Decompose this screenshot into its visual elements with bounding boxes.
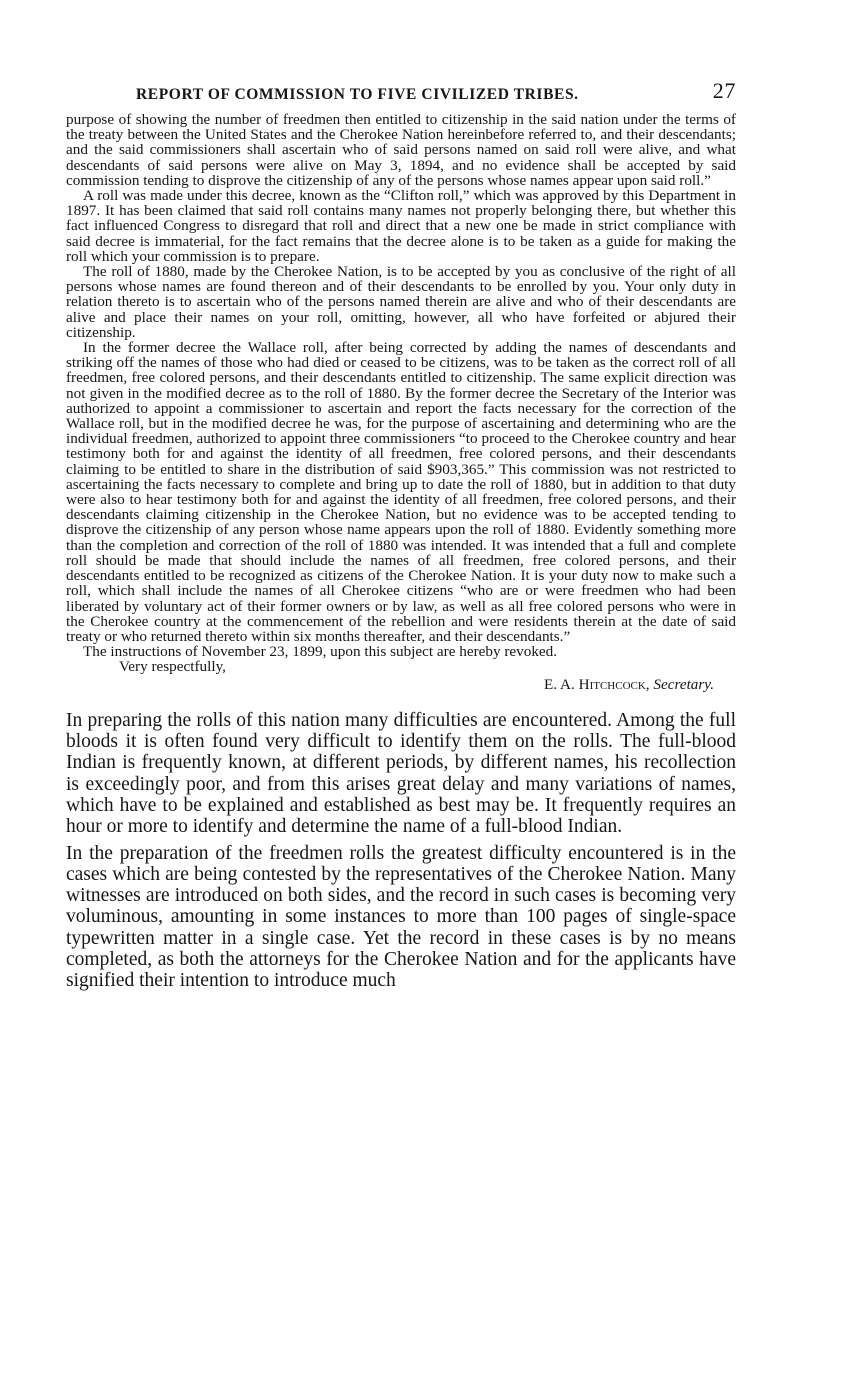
body-paragraph: In the preparation of the freedmen rolls the greatest difficulty encountered is in the cases which are being contested by the representatives of the Cherokee Nation. Many witnesses are introduced on both sides, and the record in such cases is becoming very voluminous, amounting in some instances to more than 100 pages of single-space typewritten matter in a single case. Yet the record in these cases is by no means completed, as both the attorneys for the Cherokee Nation and for the applicants have signified their intention to introduce much <box>66 842 736 992</box>
letter-signature <box>66 677 736 692</box>
letter-paragraph: The instructions of November 23, 1899, upon this subject are hereby revoked. <box>83 643 558 661</box>
letter-paragraph: In the former decree the Wallace roll, after being corrected by adding the names of descendants and striking off the names of those who had died or ceased to be citizens, was to be taken as the correct roll of all freedmen, free colored persons, and their descendants entitled to citizenship. The same explicit direction was not given in the modified decree as to the roll of 1880. By the former decree the Secretary of the Interior was authorized to appoint a commissioner to ascertain and report the facts necessary for the correction of the Wallace roll, but in the modified decree he was, for the purpose of ascertaining and determining who are the individual freedmen, authorized to appoint three commissioners “to proceed to the Cherokee country and hear testimony both for and against the identity of all freedmen, free colored persons, and their descendants claiming to be entitled to share in the distribution of said $903,365.” This commission was not restricted to ascertaining the facts necessary to complete and bring up to date the roll of 1880, but in addition to that duty were also to hear testimony both for and against the identity of all freedmen, free colored persons, and their descendants claiming citizenship in the Cherokee Nation, but no evidence was to be accepted tending to disprove the citizenship of any person whose name appears upon the roll of 1880. Evidently something more than the completion and correction of the roll of 1880 was intended. It was intended that a full and complete roll should be made that should include the names of all freedmen, free colored persons, and their descendants entitled to be recognized as citizens of the Cherokee Nation. It is your duty now to make such a roll, which shall include the names of all Cherokee citizens “who are or were freedmen who had been liberated by voluntary act of their former owners or by law, as well as all free colored persons who were in the Cherokee country at the commencement of the rebellion and were residents therein at the date of said treaty or who returned thereto within six months thereafter, and their descendants.” <box>66 339 736 645</box>
signature-title: Secretary. <box>653 675 714 693</box>
report-body <box>66 710 736 992</box>
body-paragraph: In preparing the rolls of this nation many difficulties are encountered. Among the full bloods it is often found very difficult to identify them on the rolls. The full-blood Indian is frequently known, at different periods, by different names, his recollection is exceedingly poor, and from this arises great delay and many variations of names, which have to be explained and established as best may be. It frequently requires an hour or more to identify and determine the name of a full-blood Indian. <box>66 709 736 838</box>
letter-paragraph: The roll of 1880, made by the Cherokee Nation, is to be accepted by you as conclusive of the right of all persons whose names are found thereon and of their descendants to be enrolled by you. Your only duty in relation thereto is to ascertain who of the persons named therein are alive and who of their descendants are alive and place their names on your roll, omitting, however, all who have forfeited or abjured their citizenship. <box>66 263 736 341</box>
quoted-letter <box>66 112 736 692</box>
letter-paragraph: A roll was made under this decree, known as the “Clifton roll,” which was approved by this Department in 1897. It has been claimed that said roll contains many names not properly belonging there, but whether this fact influenced Congress to disregard that roll and direct that a new one be made in strict compliance with said decree is immaterial, for the fact remains that the decree alone is to be taken as a guide for making the roll which your commission is to prepare. <box>66 187 736 265</box>
document-page <box>66 78 736 997</box>
letter-paragraph: purpose of showing the number of freedmen then entitled to citizenship in the said nation under the terms of the treaty between the United States and the Cherokee Nation hereinbefore referred to, and their descendants; and the said commissioners shall ascertain who of said persons named on said roll were alive, and what descendants of said persons were alive on May 3, 1894, and no evidence shall be accepted by said commission tending to disprove the citizenship of any of the persons whose names appear upon said roll.” <box>66 111 736 189</box>
letter-closing: Very respectfully, <box>119 658 226 676</box>
running-head: REPORT OF COMMISSION TO FIVE CIVILIZED TRIBES. <box>136 86 579 103</box>
page-header <box>66 78 736 112</box>
page-number: 27 <box>712 78 736 103</box>
signature-name: E. A. Hitchcock, <box>544 675 650 693</box>
